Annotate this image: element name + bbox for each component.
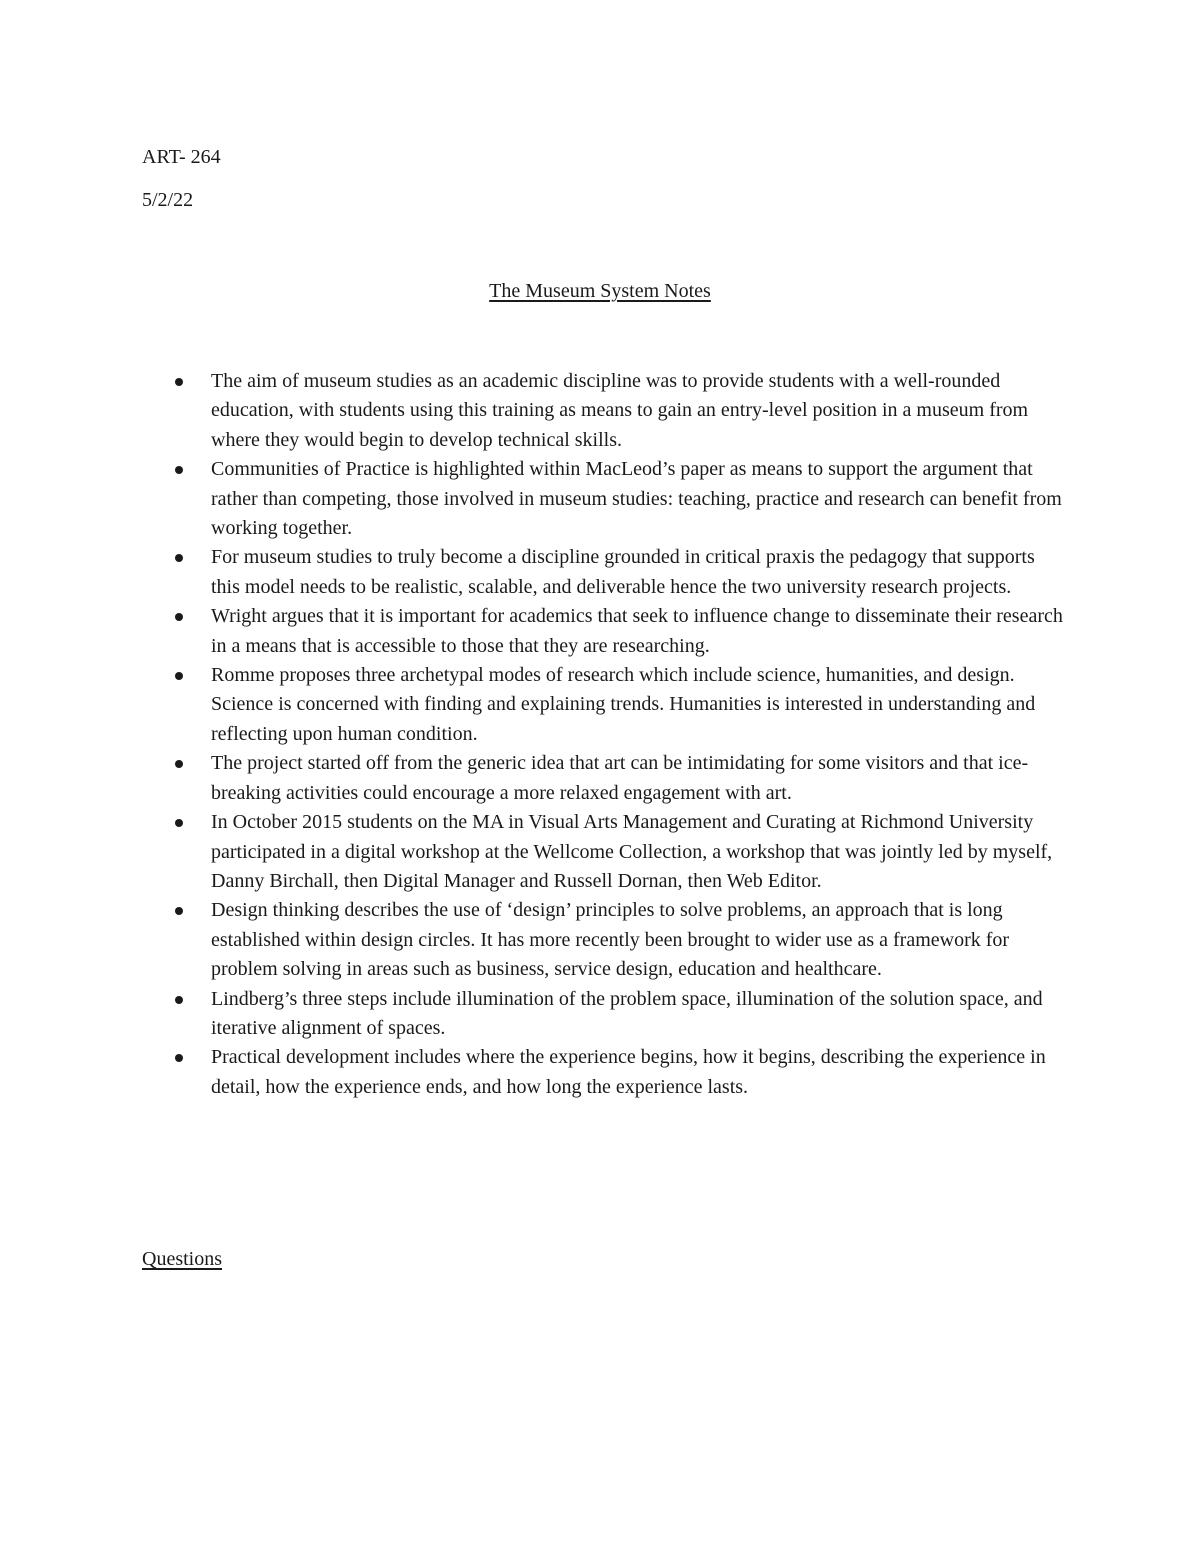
list-item bbox=[142, 985, 1067, 1044]
note-text: In October 2015 students on the MA in Visual Arts Management and Curating at Richmond University participated in a digital workshop at the Wellcome Collection, a workshop that was jointly led by myself, Danny Birchall, then Digital Manager and Russell Dornan, then Web Editor. bbox=[211, 811, 1053, 892]
note-text: Design thinking describes the use of ‘design’ principles to solve problems, an approach that is long established within design circles. It has more recently been brought to wider use as a framework for problem solving in areas such as business, service design, education and healthcare. bbox=[211, 899, 1010, 981]
list-item bbox=[142, 455, 1067, 543]
bullet-icon bbox=[175, 996, 183, 1004]
bullet-icon bbox=[175, 378, 183, 386]
list-item bbox=[142, 367, 1067, 455]
bullet-icon bbox=[175, 672, 183, 680]
note-text: Wright argues that it is important for academics that seek to influence change to disseminate their research in a means that is accessible to those that they are researching. bbox=[211, 605, 1063, 657]
note-text: The project started off from the generic idea that art can be intimidating for some visitors and that ice-breaking activities could encourage a more relaxed engagement with art. bbox=[211, 752, 1029, 804]
bullet-icon bbox=[175, 466, 183, 474]
bullet-icon bbox=[175, 613, 183, 621]
list-item bbox=[142, 661, 1067, 749]
list-item bbox=[142, 749, 1067, 808]
note-text: For museum studies to truly become a discipline grounded in critical praxis the pedagogy that supports this model needs to be realistic, scalable, and deliverable hence the two university research projects. bbox=[211, 546, 1035, 598]
date: 5/2/22 bbox=[142, 189, 194, 211]
course-code: ART- 264 bbox=[142, 146, 221, 168]
note-text: Practical development includes where the experience begins, how it begins, describing the experience in detail, how the experience ends, and how long the experience lasts. bbox=[211, 1046, 1046, 1098]
list-item bbox=[142, 602, 1067, 661]
bullet-icon bbox=[175, 907, 183, 915]
bullet-icon bbox=[175, 554, 183, 562]
document-title-text: The Museum System Notes bbox=[489, 280, 711, 302]
notes-list bbox=[142, 367, 1067, 1102]
document-title bbox=[0, 277, 1200, 305]
questions-heading: Questions bbox=[142, 1248, 222, 1270]
note-text: Communities of Practice is highlighted within MacLeod’s paper as means to support the argument that rather than competing, those involved in museum studies: teaching, practice and research can benefit from working together. bbox=[211, 458, 1062, 540]
list-item bbox=[142, 896, 1067, 984]
note-text: The aim of museum studies as an academic discipline was to provide students with a well-rounded education, with students using this training as means to gain an entry-level position in a museum from where they would begin to develop technical skills. bbox=[211, 370, 1029, 451]
bullet-icon bbox=[175, 819, 183, 827]
note-text: Romme proposes three archetypal modes of research which include science, humanities, and design. Science is concerned with finding and explaining trends. Humanities is interested in understanding and reflecting upon human condition. bbox=[211, 664, 1036, 745]
bullet-icon bbox=[175, 1054, 183, 1062]
bullet-icon bbox=[175, 760, 183, 768]
list-item bbox=[142, 1043, 1067, 1102]
note-text: Lindberg’s three steps include illumination of the problem space, illumination of the solution space, and iterative alignment of spaces. bbox=[211, 987, 1043, 1039]
list-item bbox=[142, 808, 1067, 896]
list-item bbox=[142, 543, 1067, 602]
